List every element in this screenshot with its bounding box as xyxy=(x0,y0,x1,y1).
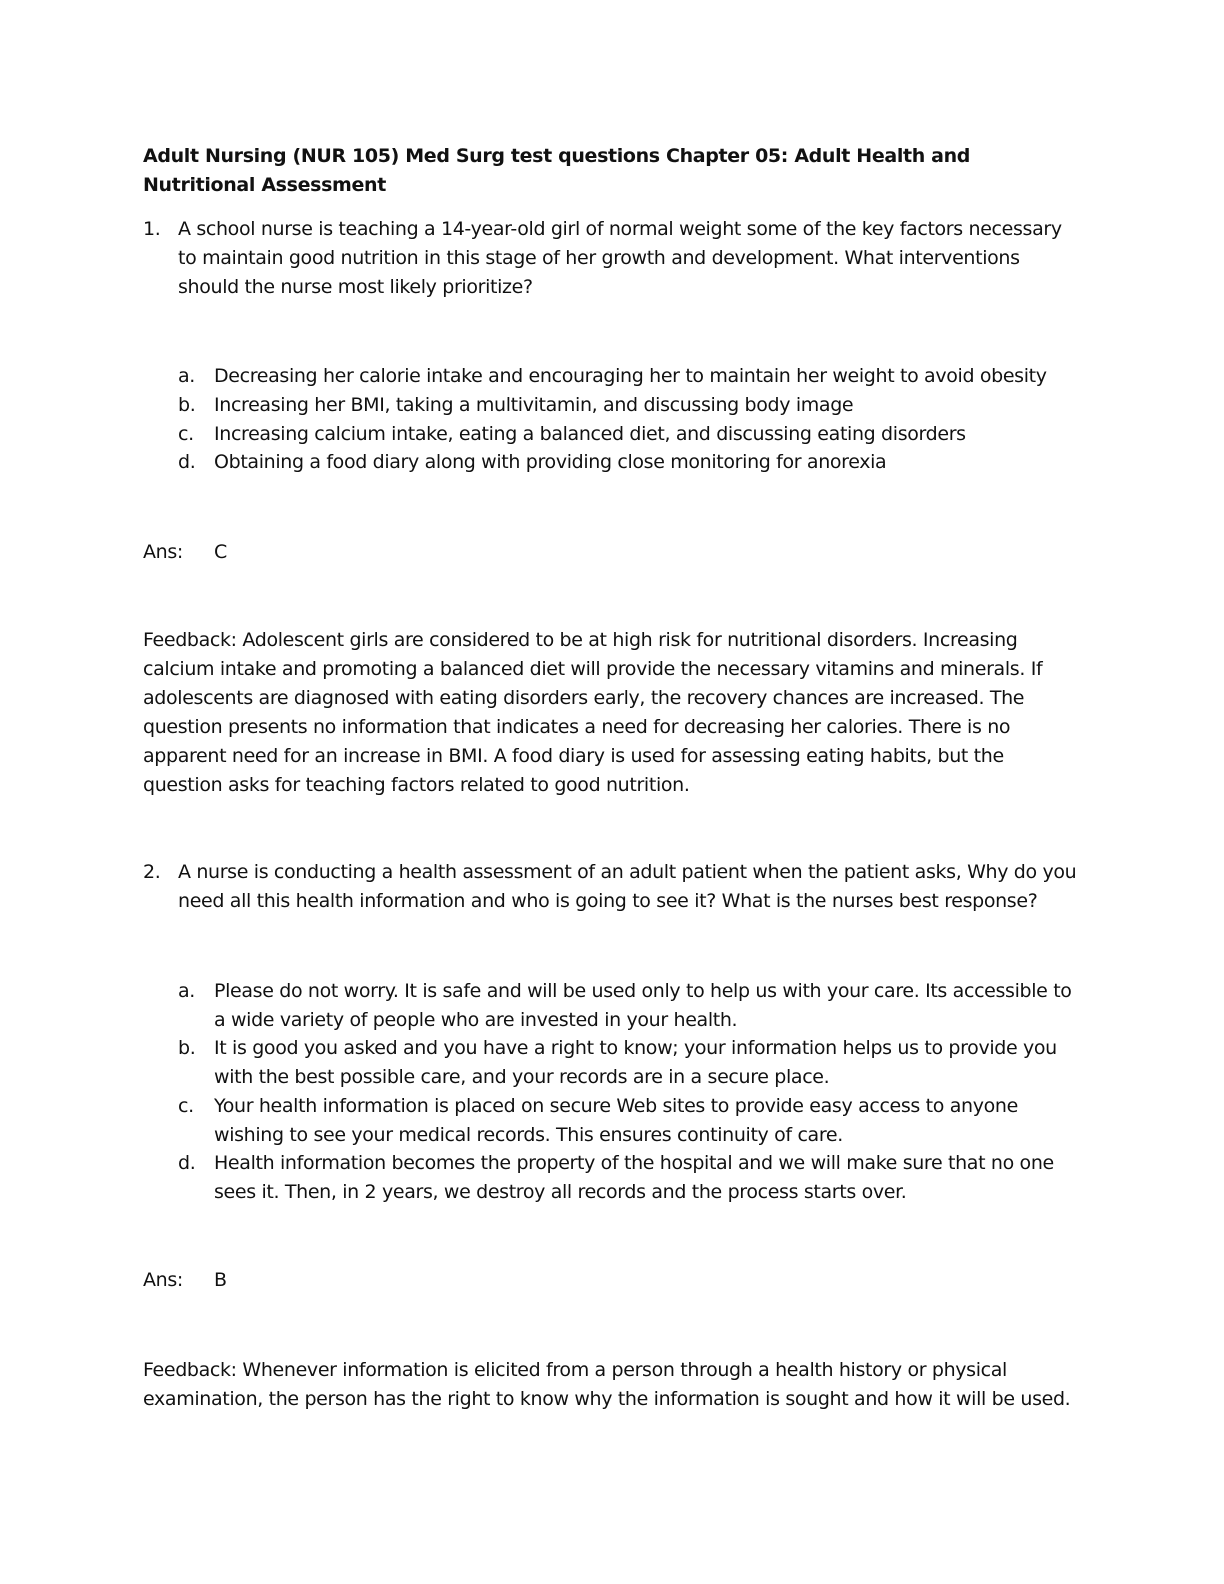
question-text: A school nurse is teaching a 14-year-old girl of normal weight some of the key factors necessary to maintain good nutrition in this stage of her growth and development. What interventions should the nurse most likely prioritize? xyxy=(178,218,1062,298)
question-number: 2. xyxy=(143,861,161,883)
answer-value: B xyxy=(214,1269,227,1291)
option-text: Obtaining a food diary along with providing close monitoring for anorexia xyxy=(214,451,887,473)
option-letter: c. xyxy=(178,1095,194,1117)
option-letter: d. xyxy=(178,451,196,473)
option-letter: d. xyxy=(178,1152,196,1174)
question-text: A nurse is conducting a health assessment of an adult patient when the patient asks, Why do you need all this health information and who is going to see it? What is the nurses best response? xyxy=(178,861,1077,912)
option-text: Decreasing her calorie intake and encouraging her to maintain her weight to avoid obesity xyxy=(214,365,1047,387)
option-letter: b. xyxy=(178,394,196,416)
option-letter: c. xyxy=(178,423,194,445)
feedback-text: Feedback: Whenever information is elicited from a person through a health history or physical examination, the person has the right to know why the information is sought and how it will be used. xyxy=(143,1359,1071,1410)
option-text: Your health information is placed on secure Web sites to provide easy access to anyone wishing to see your medical records. This ensures continuity of care. xyxy=(214,1095,1018,1146)
option-letter: b. xyxy=(178,1037,196,1059)
option-letter: a. xyxy=(178,980,195,1002)
option-text: Increasing calcium intake, eating a balanced diet, and discussing eating disorders xyxy=(214,423,966,445)
answer-label: Ans: xyxy=(143,541,183,563)
option-text: Please do not worry. It is safe and will be used only to help us with your care. Its accessible to a wide variety of people who are invested in your health. xyxy=(214,980,1072,1031)
option-text: Health information becomes the property of the hospital and we will make sure that no one sees it. Then, in 2 years, we destroy all records and the process starts over. xyxy=(214,1152,1054,1203)
option-letter: a. xyxy=(178,365,195,387)
feedback-text: Feedback: Adolescent girls are considered to be at high risk for nutritional disorders. Increasing calcium intake and promoting a balanced diet will provide the necessary vitamins and minerals. If adolescents are diagnosed with eating disorders early, the recovery chances are increased. The question presents no information that indicates a need for decreasing her calories. There is no apparent need for an increase in BMI. A food diary is used for assessing eating habits, but the question asks for teaching factors related to good nutrition. xyxy=(143,629,1043,796)
question-number: 1. xyxy=(143,218,161,240)
answer-value: C xyxy=(214,541,227,563)
option-text: It is good you asked and you have a right to know; your information helps us to provide you with the best possible care, and your records are in a secure place. xyxy=(214,1037,1057,1088)
answer-label: Ans: xyxy=(143,1269,183,1291)
document-title: Adult Nursing (NUR 105) Med Surg test questions Chapter 05: Adult Health and Nutritional Assessment xyxy=(143,145,971,196)
option-text: Increasing her BMI, taking a multivitamin, and discussing body image xyxy=(214,394,854,416)
